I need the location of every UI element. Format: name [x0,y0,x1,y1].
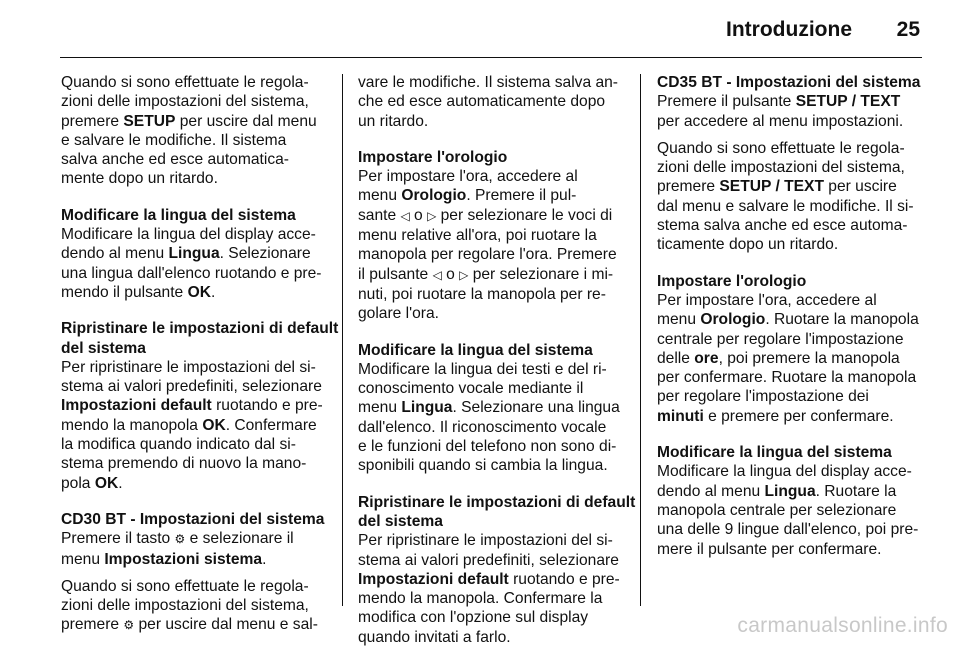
paragraph: Impostare l'orologio Per impostare l'ora, accedere al menu Orologio. Ruotare la manopola centrale per regolare l'impostazione delle ore, poi premere la manopola per confermare. Ruotare la manopola per regolare l'impostazione dei minuti e premere per confermare. [657,272,925,426]
watermark: carmanualsonline.info [737,614,948,637]
paragraph: Quando si sono effettuate le regola- zioni delle impostazioni del sistema, premere ⚙ per uscire dal menu e sal- [61,577,318,634]
paragraph: Ripristinare le impostazioni di default del sistema Per ripristinare le impostazioni del si- stema ai valori predefiniti, selezionare Impostazioni default ruotando e pre- mendo la manopola OK. Confermare la modifica quando indicato dal si- stema premendo di nuovo la mano- pola OK. [61,320,339,492]
left-triangle-icon: ◁ [400,208,410,223]
paragraph: Ripristinare le impostazioni di default del sistema Per ripristinare le impostazioni del si- stema ai valori predefiniti, selezionare Impostazioni default ruotando e pre- mendo la manopola. Confermare la modifica con l'opzione sul display quando invitati a farlo. [358,493,636,646]
column-2 [358,73,636,664]
subheading: Ripristinare le impostazioni di default [61,320,339,338]
config-key-icon: ⚙ [123,618,135,633]
paragraph: Modificare la lingua del sistema Modificare la lingua dei testi e del ri- conoscimento vocale mediante il menu Lingua. Selezionare una lingua dall'elenco. Il riconoscimento vocale e le funzioni del telefono non sono di- sponibili quando si cambia la lingua. [358,341,626,476]
column-divider [342,74,343,606]
paragraph: CD35 BT - Impostazioni del sistema Premere il pulsante SETUP / TEXT per accedere al menu impostazioni. [657,73,925,131]
subheading: Impostare l'orologio [358,148,508,166]
subheading: Impostare l'orologio [657,272,807,290]
paragraph: Modificare la lingua del sistema Modificare la lingua del display acce- dendo al menu Lingua. Selezionare una lingua dall'elenco ruotando e pre- mendo il pulsante OK. [61,206,329,302]
section-title: Introduzione [726,18,852,41]
subheading: Ripristinare le impostazioni di default [358,493,636,511]
subheading: CD35 BT - Impostazioni del sistema [657,74,921,91]
left-triangle-icon: ◁ [432,267,442,282]
paragraph: Impostare l'orologio Per impostare l'ora, accedere al menu Orologio. Premere il pul- sante ◁ o ▷ per selezionare le voci di menu relative all'ora, poi ruotare la manopola per regolare l'ora. Premere il pulsante ◁ o ▷ per selezionare i mi- nuti, poi ruotare la manopola per re- golare l'ora. [358,148,626,324]
column-3 [657,73,925,576]
paragraph: Modificare la lingua del sistema Modificare la lingua del display acce- dendo al menu Lingua. Ruotare la manopola centrale per selezionare una delle 9 lingue dall'elenco, poi pre- mere il pulsante per confermare. [657,443,925,559]
subheading: Modificare la lingua del sistema [657,444,892,462]
header-rule [60,57,922,58]
subheading: Modificare la lingua del sistema [358,341,593,359]
paragraph: vare le modifiche. Il sistema salva an- che ed esce automaticamente dopo un ritardo. [358,74,618,130]
subheading: CD30 BT - Impostazioni del sistema [61,510,325,528]
paragraph: Quando si sono effettuate le regola- zioni delle impostazioni del sistema, premere SETUP per uscire dal menu e salvare le modifiche. Il sistema salva anche ed esce automatica- mente dopo un ritardo. [61,74,317,188]
right-triangle-icon: ▷ [459,267,469,282]
page-header [0,0,960,58]
paragraph: Quando si sono effettuate le regola- zioni delle impostazioni del sistema, premere SETUP / TEXT per uscire dal menu e salvare le modifiche. Il si- stema salva anche ed esce automa- ticamente dopo un ritardo. [657,139,914,254]
page-number: 25 [896,18,920,41]
subheading: Modificare la lingua del sistema [61,206,296,224]
column-1 [61,73,339,653]
paragraph: CD30 BT - Impostazioni del sistema Premere il tasto ⚙ e selezionare il menu Impostazioni sistema. [61,510,329,569]
config-key-icon: ⚙ [174,532,186,547]
right-triangle-icon: ▷ [427,208,437,223]
column-divider [640,74,641,606]
